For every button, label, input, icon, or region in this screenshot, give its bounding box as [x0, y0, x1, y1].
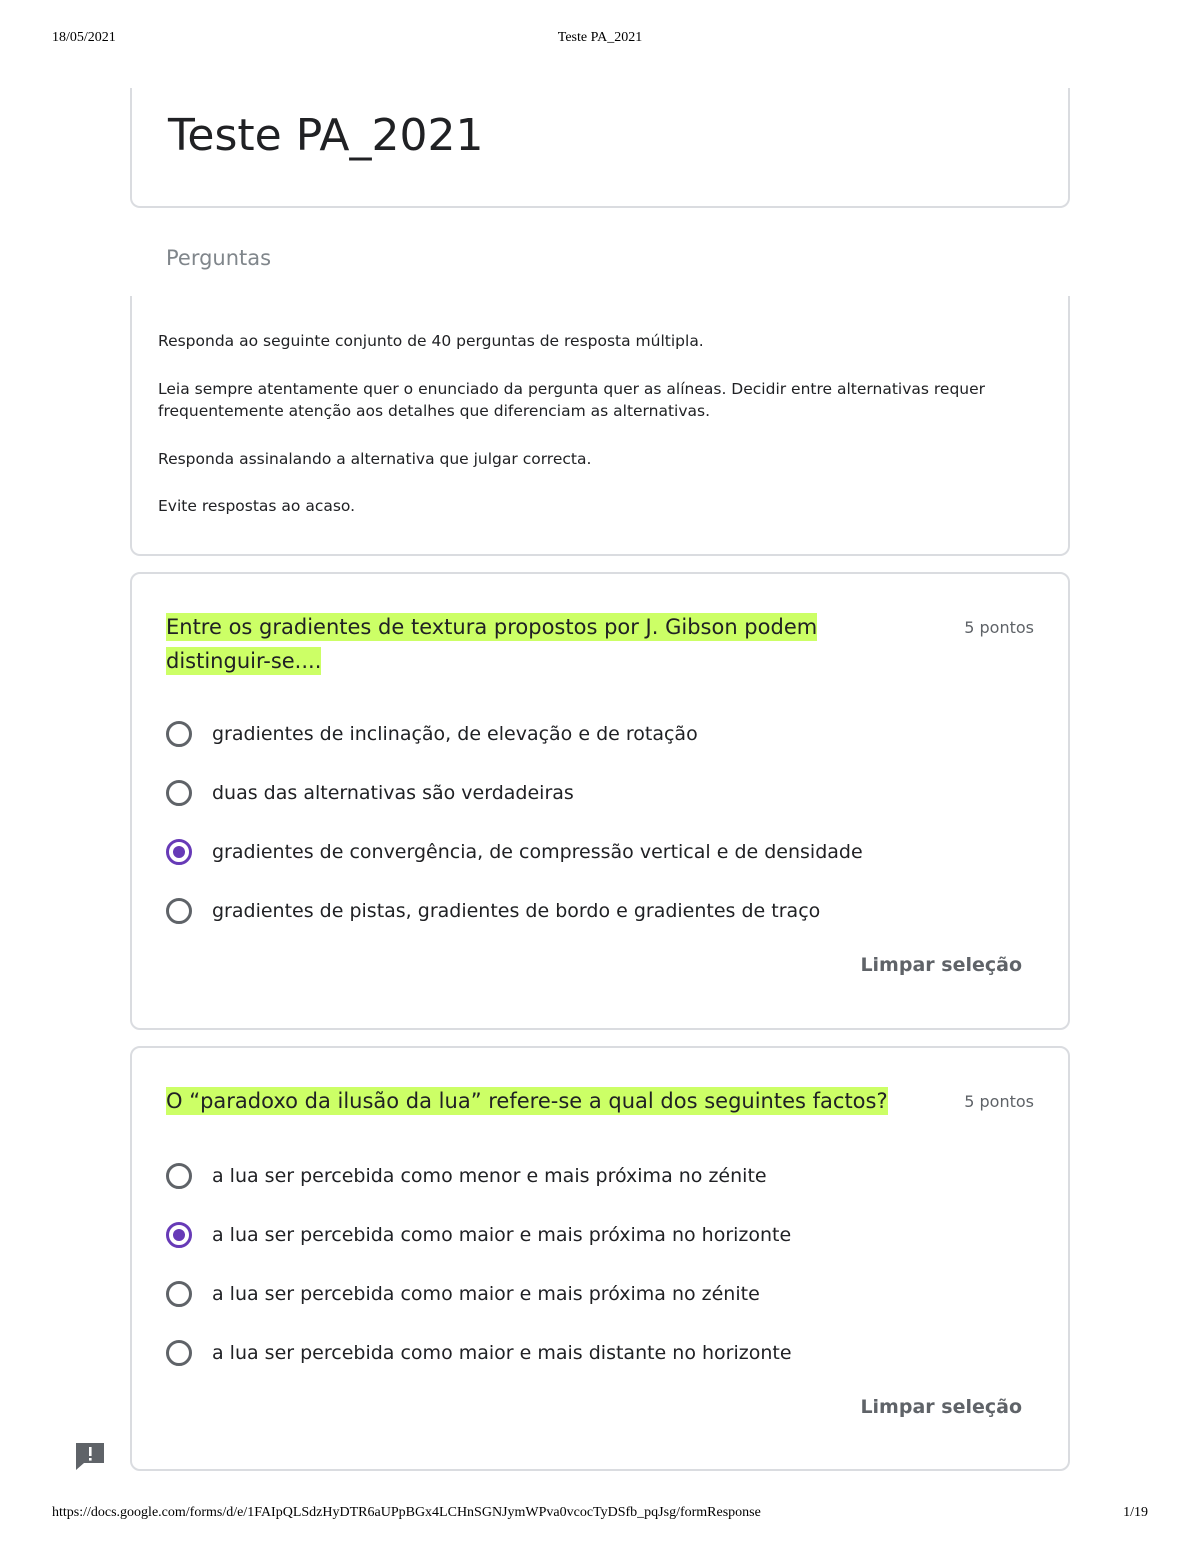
question-title	[166, 610, 926, 678]
description-paragraph: Leia sempre atentamente quer o enunciado da pergunta quer as alíneas. Decidir entre alternativas requer frequentemente atenção aos detalhes que diferenciam as alternativas.	[158, 380, 986, 420]
question-points: 5 pontos	[964, 618, 1034, 637]
radio-button-checked[interactable]	[166, 1222, 192, 1248]
answer-option[interactable]	[166, 1278, 760, 1310]
radio-button-checked[interactable]	[166, 839, 192, 865]
option-label: gradientes de convergência, de compressão vertical e de densidade	[212, 841, 863, 863]
answer-option-selected[interactable]	[166, 836, 863, 868]
radio-button[interactable]	[166, 898, 192, 924]
answer-option[interactable]	[166, 895, 820, 927]
answer-option[interactable]	[166, 1160, 767, 1192]
feedback-icon[interactable]	[74, 1441, 106, 1467]
option-label: gradientes de inclinação, de elevação e de rotação	[212, 723, 698, 745]
answer-option[interactable]	[166, 1337, 792, 1369]
description-paragraph: Responda assinalando a alternativa que julgar correcta.	[158, 450, 592, 468]
radio-button[interactable]	[166, 780, 192, 806]
radio-button[interactable]	[166, 1340, 192, 1366]
description-paragraph: Responda ao seguinte conjunto de 40 perguntas de resposta múltipla.	[158, 332, 704, 350]
question-text: Entre os gradientes de textura propostos por J. Gibson podem distinguir-se....	[166, 615, 818, 673]
answer-option[interactable]	[166, 777, 574, 809]
print-date: 18/05/2021	[52, 30, 116, 45]
clear-selection-button[interactable]: Limpar seleção	[860, 1396, 1022, 1418]
radio-button[interactable]	[166, 1281, 192, 1307]
section-label: Perguntas	[166, 246, 272, 270]
option-label: a lua ser percebida como maior e mais distante no horizonte	[212, 1342, 792, 1364]
radio-button[interactable]	[166, 1163, 192, 1189]
answer-option[interactable]	[166, 718, 698, 750]
print-page-number: 1/19	[1123, 1505, 1148, 1520]
option-label: duas das alternativas são verdadeiras	[212, 782, 574, 804]
print-url: https://docs.google.com/forms/d/e/1FAIpQLSdzHyDTR6aUPpBGx4LCHnSGNJymWPva0vcocTyDSfb_pqJsg/formResponse	[52, 1505, 761, 1520]
form-title-card	[130, 88, 1070, 208]
question-title	[166, 1084, 926, 1118]
answer-option-selected[interactable]	[166, 1219, 791, 1251]
description-card	[130, 296, 1070, 556]
question-points: 5 pontos	[964, 1092, 1034, 1111]
description-paragraph: Evite respostas ao acaso.	[158, 497, 356, 515]
option-label: gradientes de pistas, gradientes de bordo e gradientes de traço	[212, 900, 821, 922]
question-card	[130, 572, 1070, 1030]
question-card	[130, 1046, 1070, 1471]
radio-button[interactable]	[166, 721, 192, 747]
print-title: Teste PA_2021	[557, 30, 643, 45]
clear-selection-button[interactable]: Limpar seleção	[860, 954, 1022, 976]
option-label: a lua ser percebida como maior e mais próxima no horizonte	[212, 1224, 792, 1246]
option-label: a lua ser percebida como maior e mais próxima no zénite	[212, 1283, 760, 1305]
form-title: Teste PA_2021	[168, 110, 484, 161]
option-label: a lua ser percebida como menor e mais próxima no zénite	[212, 1165, 767, 1187]
question-text: O “paradoxo da ilusão da lua” refere-se a qual dos seguintes factos?	[166, 1089, 888, 1113]
